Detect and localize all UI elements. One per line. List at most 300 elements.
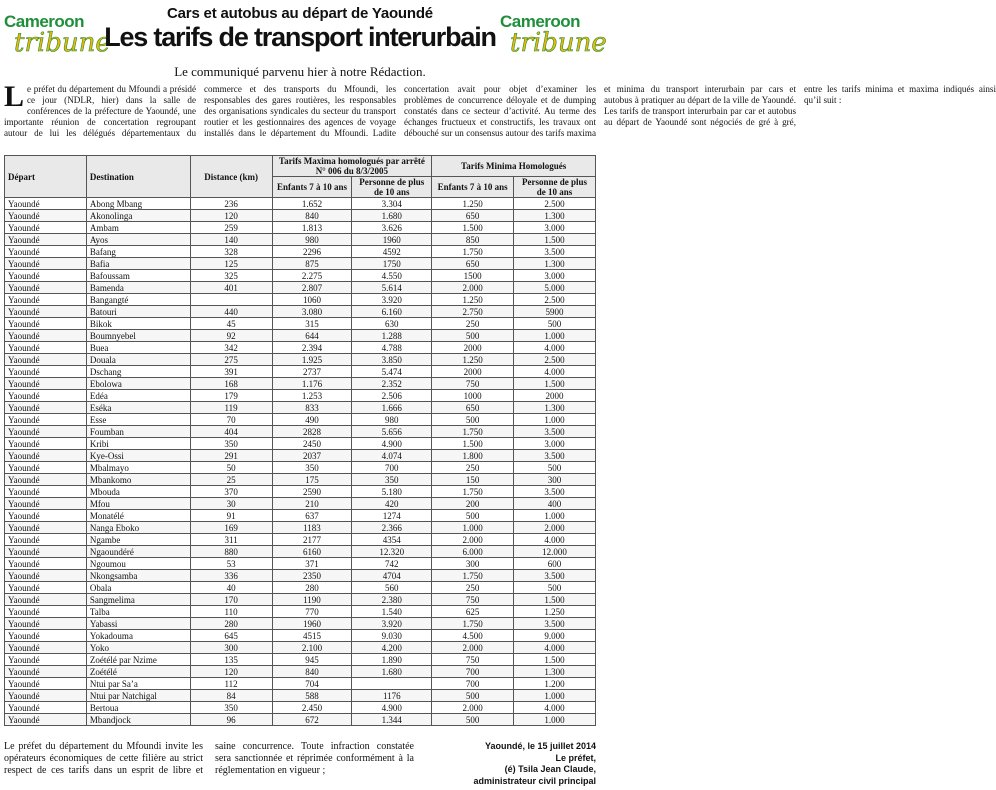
cell-min-children: 625 (432, 606, 514, 618)
cell-distance: 168 (190, 378, 272, 390)
table-row (5, 354, 596, 366)
table-row (5, 714, 596, 726)
cell-max-adults: 1.680 (352, 666, 432, 678)
table-row (5, 690, 596, 702)
cell-distance: 120 (190, 666, 272, 678)
table-row (5, 282, 596, 294)
table-row (5, 522, 596, 534)
cell-max-adults: 2.380 (352, 594, 432, 606)
cell-min-adults: 3.000 (514, 438, 596, 450)
header-min-adults: Personne de plus de 10 ans (514, 177, 596, 198)
cell-min-children: 500 (432, 690, 514, 702)
cell-destination: Mbouda (86, 486, 190, 498)
table-row (5, 246, 596, 258)
cell-max-children: 1.176 (272, 378, 352, 390)
signature-title: administrateur civil principal (473, 775, 596, 786)
cell-depart: Yaoundé (5, 522, 87, 534)
cell-max-adults: 2.506 (352, 390, 432, 402)
cell-depart: Yaoundé (5, 714, 87, 726)
cell-max-adults: 630 (352, 318, 432, 330)
cell-depart: Yaoundé (5, 234, 87, 246)
table-row (5, 426, 596, 438)
table-row (5, 666, 596, 678)
cell-destination: Akonolinga (86, 210, 190, 222)
cell-max-adults: 420 (352, 498, 432, 510)
table-row (5, 258, 596, 270)
cell-max-children: 980 (272, 234, 352, 246)
cell-destination: Edéa (86, 390, 190, 402)
cell-min-adults: 1.000 (514, 690, 596, 702)
cell-distance: 880 (190, 546, 272, 558)
cell-min-adults: 3.500 (514, 246, 596, 258)
cell-max-adults: 4.900 (352, 438, 432, 450)
cell-depart: Yaoundé (5, 378, 87, 390)
cell-distance: 135 (190, 654, 272, 666)
cell-min-children: 1.750 (432, 618, 514, 630)
header-min-children: Enfants 7 à 10 ans (432, 177, 514, 198)
cell-max-children: 1.925 (272, 354, 352, 366)
cell-depart: Yaoundé (5, 258, 87, 270)
cell-min-children: 2000 (432, 366, 514, 378)
cell-distance: 70 (190, 414, 272, 426)
table-row (5, 402, 596, 414)
cell-max-children: 175 (272, 474, 352, 486)
cell-destination: Ayos (86, 234, 190, 246)
table-row (5, 642, 596, 654)
cell-min-children: 2.000 (432, 702, 514, 714)
cell-max-adults: 4704 (352, 570, 432, 582)
cell-max-adults: 2.366 (352, 522, 432, 534)
closing-paragraph (4, 741, 414, 787)
cell-min-adults: 4.000 (514, 342, 596, 354)
cell-destination: Bafia (86, 258, 190, 270)
cell-distance: 401 (190, 282, 272, 294)
cell-distance: 50 (190, 462, 272, 474)
cell-min-children: 2.000 (432, 282, 514, 294)
cell-destination: Ngoumou (86, 558, 190, 570)
cell-min-children: 750 (432, 594, 514, 606)
cell-destination: Ambam (86, 222, 190, 234)
cell-min-children: 1.250 (432, 294, 514, 306)
cell-min-adults: 1.500 (514, 594, 596, 606)
cell-min-adults: 1.300 (514, 210, 596, 222)
cell-max-adults: 350 (352, 474, 432, 486)
table-row (5, 342, 596, 354)
cell-depart: Yaoundé (5, 330, 87, 342)
cell-distance: 45 (190, 318, 272, 330)
cell-depart: Yaoundé (5, 306, 87, 318)
cell-min-children: 1.250 (432, 198, 514, 210)
header-destination: Destination (86, 156, 190, 198)
cell-min-adults: 1.500 (514, 654, 596, 666)
cell-depart: Yaoundé (5, 546, 87, 558)
cell-min-adults: 3.500 (514, 618, 596, 630)
cell-min-adults: 3.500 (514, 570, 596, 582)
cell-distance (190, 294, 272, 306)
cell-destination: Bangangté (86, 294, 190, 306)
signature-block (416, 741, 596, 787)
cell-destination: Abong Mbang (86, 198, 190, 210)
cell-min-children: 2.000 (432, 642, 514, 654)
cell-min-children: 150 (432, 474, 514, 486)
cell-destination: Douala (86, 354, 190, 366)
cell-depart: Yaoundé (5, 354, 87, 366)
cell-min-adults: 1.000 (514, 714, 596, 726)
cell-depart: Yaoundé (5, 474, 87, 486)
cell-destination: Yokadouma (86, 630, 190, 642)
article-headline: Les tarifs de transport interurbain (104, 22, 496, 52)
cell-min-children: 650 (432, 210, 514, 222)
signature-role: Le préfet, (555, 752, 596, 763)
cell-depart: Yaoundé (5, 366, 87, 378)
cell-min-adults: 1.000 (514, 414, 596, 426)
cell-depart: Yaoundé (5, 498, 87, 510)
cell-distance: 645 (190, 630, 272, 642)
cell-distance: 336 (190, 570, 272, 582)
cell-min-adults: 2.500 (514, 294, 596, 306)
cell-depart: Yaoundé (5, 618, 87, 630)
cell-depart: Yaoundé (5, 678, 87, 690)
table-row (5, 474, 596, 486)
cell-destination: Zoétélé par Nzime (86, 654, 190, 666)
cell-distance: 325 (190, 270, 272, 282)
cell-depart: Yaoundé (5, 486, 87, 498)
cell-min-adults: 4.000 (514, 534, 596, 546)
cell-min-children: 250 (432, 462, 514, 474)
cell-depart: Yaoundé (5, 270, 87, 282)
cell-min-adults: 500 (514, 462, 596, 474)
cell-min-children: 200 (432, 498, 514, 510)
cell-depart: Yaoundé (5, 414, 87, 426)
cell-destination: Sangmelima (86, 594, 190, 606)
cell-depart: Yaoundé (5, 510, 87, 522)
cell-distance: 391 (190, 366, 272, 378)
cell-min-children: 2.000 (432, 534, 514, 546)
cell-distance: 350 (190, 702, 272, 714)
cell-destination: Ngambe (86, 534, 190, 546)
cell-max-children: 2.275 (272, 270, 352, 282)
cell-min-children: 1.000 (432, 522, 514, 534)
cell-min-children: 500 (432, 414, 514, 426)
cell-distance: 84 (190, 690, 272, 702)
cell-destination: Foumban (86, 426, 190, 438)
logo-wordmark-bottom: tribune (510, 28, 607, 58)
cell-max-children: 371 (272, 558, 352, 570)
drop-cap: L (4, 80, 25, 113)
cell-min-children: 700 (432, 666, 514, 678)
cell-max-children: 770 (272, 606, 352, 618)
cell-max-children: 1060 (272, 294, 352, 306)
cell-max-adults: 5.656 (352, 426, 432, 438)
cell-max-children: 1190 (272, 594, 352, 606)
table-row (5, 318, 596, 330)
cell-destination: Buea (86, 342, 190, 354)
table-row (5, 414, 596, 426)
cell-depart: Yaoundé (5, 642, 87, 654)
cell-min-children: 500 (432, 330, 514, 342)
cell-min-children: 250 (432, 582, 514, 594)
cell-max-adults: 1960 (352, 234, 432, 246)
cell-depart: Yaoundé (5, 702, 87, 714)
cell-distance: 370 (190, 486, 272, 498)
table-row (5, 462, 596, 474)
cell-max-adults: 1274 (352, 510, 432, 522)
cell-distance: 140 (190, 234, 272, 246)
cell-max-adults: 5.614 (352, 282, 432, 294)
cell-min-adults: 1.200 (514, 678, 596, 690)
table-row (5, 390, 596, 402)
cell-max-children: 2590 (272, 486, 352, 498)
cell-max-adults: 980 (352, 414, 432, 426)
cell-depart: Yaoundé (5, 390, 87, 402)
logo-wordmark-top: Cameroon (500, 12, 581, 31)
cell-min-children: 750 (432, 378, 514, 390)
table-row (5, 558, 596, 570)
cell-max-children: 3.080 (272, 306, 352, 318)
cell-min-adults: 1.000 (514, 330, 596, 342)
cell-distance: 125 (190, 258, 272, 270)
article-intro (4, 80, 996, 146)
cell-destination: Bafoussam (86, 270, 190, 282)
cell-max-children: 704 (272, 678, 352, 690)
cell-depart: Yaoundé (5, 438, 87, 450)
cell-min-adults: 300 (514, 474, 596, 486)
cell-max-adults: 4.550 (352, 270, 432, 282)
cell-min-adults: 1.300 (514, 402, 596, 414)
cell-min-adults: 2.500 (514, 354, 596, 366)
cell-max-adults: 3.920 (352, 294, 432, 306)
table-row (5, 702, 596, 714)
cell-max-adults: 3.304 (352, 198, 432, 210)
table-row (5, 378, 596, 390)
cell-max-children: 350 (272, 462, 352, 474)
cell-min-children: 2.750 (432, 306, 514, 318)
cell-max-adults: 1176 (352, 690, 432, 702)
cell-max-children: 2177 (272, 534, 352, 546)
table-row (5, 306, 596, 318)
cell-depart: Yaoundé (5, 450, 87, 462)
cell-distance: 311 (190, 534, 272, 546)
table-row (5, 294, 596, 306)
intro-text: e préfet du département du Mfoundi a présidé ce jour (NDLR, hier) dans la salle de conférences de la préfecture de Yaoundé, une importante réunion de concertation regroupant autour de lui les délégués départementaux du commerce et des transports du Mfoundi, les responsables des gares routières, les responsables des organisations syndicales du secteur du transport routier et les gestionnaires des agences de voyage installés dans le département du Mfoundi. Ladite concertation avait pour objet d’examiner les problèmes de concurrence déloyale et de dumping constatés dans ce secteur d’activité. Au terme des échanges fructueux et constructifs, les travaux ont débouché sur un consensus autour des tarifs maxima et minima du transport interurbain par cars et autobus à pratiquer au départ de la ville de Yaoundé. Les tarifs de transport interurbain par car et autobus au départ de Yaoundé sont négociés de gré à gré, entre les tarifs minima et maxima indiqués ainsi qu’il suit : (4, 84, 996, 138)
closing-text: Le préfet du département du Mfoundi invite les opérateurs économiques de cette filière au strict respect de ces tarifs dans un esprit de libre et saine concurrence. Toute infraction constatée sera sanctionnée et réprimée conformément à la réglementation en vigueur ; (4, 741, 414, 776)
cell-destination: Talba (86, 606, 190, 618)
cell-depart: Yaoundé (5, 534, 87, 546)
cell-min-adults: 500 (514, 318, 596, 330)
cell-max-adults: 700 (352, 462, 432, 474)
cell-distance: 119 (190, 402, 272, 414)
cell-destination: Nkongsamba (86, 570, 190, 582)
cell-destination: Bertoua (86, 702, 190, 714)
cell-destination: Mbankomo (86, 474, 190, 486)
cell-depart: Yaoundé (5, 666, 87, 678)
cell-max-adults: 4.788 (352, 342, 432, 354)
cell-min-children: 300 (432, 558, 514, 570)
cell-depart: Yaoundé (5, 210, 87, 222)
cell-min-adults: 3.500 (514, 426, 596, 438)
cell-distance: 179 (190, 390, 272, 402)
masthead (0, 0, 607, 80)
cell-max-children: 672 (272, 714, 352, 726)
cell-min-adults: 1.250 (514, 606, 596, 618)
cell-destination: Boumnyebel (86, 330, 190, 342)
cell-min-adults: 3.000 (514, 222, 596, 234)
cell-distance: 328 (190, 246, 272, 258)
cell-distance: 120 (190, 210, 272, 222)
cell-max-adults: 9.030 (352, 630, 432, 642)
cell-min-children: 1.500 (432, 222, 514, 234)
table-row (5, 630, 596, 642)
cell-max-adults: 3.850 (352, 354, 432, 366)
cell-min-adults: 4.000 (514, 642, 596, 654)
cell-min-adults: 4.000 (514, 366, 596, 378)
cell-depart: Yaoundé (5, 630, 87, 642)
cell-min-adults: 400 (514, 498, 596, 510)
cell-distance: 40 (190, 582, 272, 594)
cell-max-children: 315 (272, 318, 352, 330)
cell-max-adults: 742 (352, 558, 432, 570)
table-row (5, 582, 596, 594)
article-kicker: Cars et autobus au départ de Yaoundé (167, 5, 433, 22)
cell-depart: Yaoundé (5, 558, 87, 570)
table-row (5, 234, 596, 246)
fare-table-body (5, 198, 596, 726)
cell-max-adults: 5.180 (352, 486, 432, 498)
cell-min-children: 2000 (432, 342, 514, 354)
cell-distance: 170 (190, 594, 272, 606)
table-row (5, 366, 596, 378)
cell-destination: Yoko (86, 642, 190, 654)
cell-distance: 112 (190, 678, 272, 690)
cell-depart: Yaoundé (5, 570, 87, 582)
cell-distance: 110 (190, 606, 272, 618)
cell-min-adults: 4.000 (514, 702, 596, 714)
cell-depart: Yaoundé (5, 318, 87, 330)
cell-depart: Yaoundé (5, 246, 87, 258)
cell-min-children: 500 (432, 714, 514, 726)
cell-max-adults: 1750 (352, 258, 432, 270)
cell-min-children: 250 (432, 318, 514, 330)
signature-date: Yaoundé, le 15 juillet 2014 (484, 741, 596, 751)
cell-max-children: 4515 (272, 630, 352, 642)
cell-min-children: 1.750 (432, 426, 514, 438)
table-row (5, 510, 596, 522)
cell-depart: Yaoundé (5, 426, 87, 438)
cell-distance: 259 (190, 222, 272, 234)
table-row (5, 270, 596, 282)
cell-max-children: 588 (272, 690, 352, 702)
cell-max-children: 2296 (272, 246, 352, 258)
cell-max-children: 2037 (272, 450, 352, 462)
cell-min-children: 1000 (432, 390, 514, 402)
cell-max-children: 1183 (272, 522, 352, 534)
cell-distance: 30 (190, 498, 272, 510)
cell-distance: 236 (190, 198, 272, 210)
cell-max-adults: 12.320 (352, 546, 432, 558)
table-row (5, 534, 596, 546)
cell-depart: Yaoundé (5, 462, 87, 474)
cell-max-children: 1960 (272, 618, 352, 630)
cell-min-children: 1500 (432, 270, 514, 282)
header-max-adults: Personne de plus de 10 ans (352, 177, 432, 198)
cell-max-children: 2450 (272, 438, 352, 450)
cell-min-adults: 1.500 (514, 234, 596, 246)
cell-destination: Mbandjock (86, 714, 190, 726)
cell-min-adults: 2.500 (514, 198, 596, 210)
cell-depart: Yaoundé (5, 342, 87, 354)
cell-max-adults: 5.474 (352, 366, 432, 378)
cell-min-adults: 3.500 (514, 450, 596, 462)
cell-destination: Kye-Ossi (86, 450, 190, 462)
logo-wordmark-bottom: tribune (14, 28, 111, 58)
cell-destination: Obala (86, 582, 190, 594)
cell-distance: 275 (190, 354, 272, 366)
cell-max-adults: 1.344 (352, 714, 432, 726)
cell-distance: 350 (190, 438, 272, 450)
cell-max-children: 2.450 (272, 702, 352, 714)
cell-max-children: 644 (272, 330, 352, 342)
table-row (5, 486, 596, 498)
cell-min-adults: 1.300 (514, 258, 596, 270)
cell-depart: Yaoundé (5, 402, 87, 414)
cell-max-children: 2828 (272, 426, 352, 438)
cell-distance: 169 (190, 522, 272, 534)
cell-max-children: 210 (272, 498, 352, 510)
cell-max-adults: 3.626 (352, 222, 432, 234)
cell-max-children: 2350 (272, 570, 352, 582)
cell-min-adults: 12.000 (514, 546, 596, 558)
table-row (5, 570, 596, 582)
newspaper-logo-right (500, 12, 607, 64)
cell-destination: Eséka (86, 402, 190, 414)
newspaper-logo-left (4, 12, 111, 64)
table-row (5, 678, 596, 690)
cell-min-adults: 500 (514, 582, 596, 594)
header-depart: Départ (5, 156, 87, 198)
header-maxima: Tarifs Maxima homologués par arrêté N° 006 du 8/3/2005 (272, 156, 432, 177)
table-row (5, 606, 596, 618)
cell-min-children: 700 (432, 678, 514, 690)
header-max-children: Enfants 7 à 10 ans (272, 177, 352, 198)
cell-destination: Ebolowa (86, 378, 190, 390)
cell-min-adults: 5.000 (514, 282, 596, 294)
cell-destination: Batouri (86, 306, 190, 318)
table-row (5, 594, 596, 606)
cell-max-adults: 4.200 (352, 642, 432, 654)
article-subtitle: Le communiqué parvenu hier à notre Rédaction. (174, 64, 426, 79)
cell-max-children: 6160 (272, 546, 352, 558)
cell-destination: Esse (86, 414, 190, 426)
table-row (5, 210, 596, 222)
header-minima: Tarifs Minima Homologués (432, 156, 596, 177)
cell-max-children: 280 (272, 582, 352, 594)
cell-distance: 291 (190, 450, 272, 462)
cell-depart: Yaoundé (5, 606, 87, 618)
cell-max-children: 1.253 (272, 390, 352, 402)
cell-depart: Yaoundé (5, 654, 87, 666)
cell-distance: 96 (190, 714, 272, 726)
cell-max-children: 2.100 (272, 642, 352, 654)
cell-min-children: 1.750 (432, 570, 514, 582)
cell-max-children: 2.807 (272, 282, 352, 294)
cell-min-children: 650 (432, 258, 514, 270)
cell-max-adults: 3.920 (352, 618, 432, 630)
cell-distance: 53 (190, 558, 272, 570)
cell-min-children: 650 (432, 402, 514, 414)
cell-max-children: 833 (272, 402, 352, 414)
cell-max-adults: 4592 (352, 246, 432, 258)
cell-distance: 342 (190, 342, 272, 354)
